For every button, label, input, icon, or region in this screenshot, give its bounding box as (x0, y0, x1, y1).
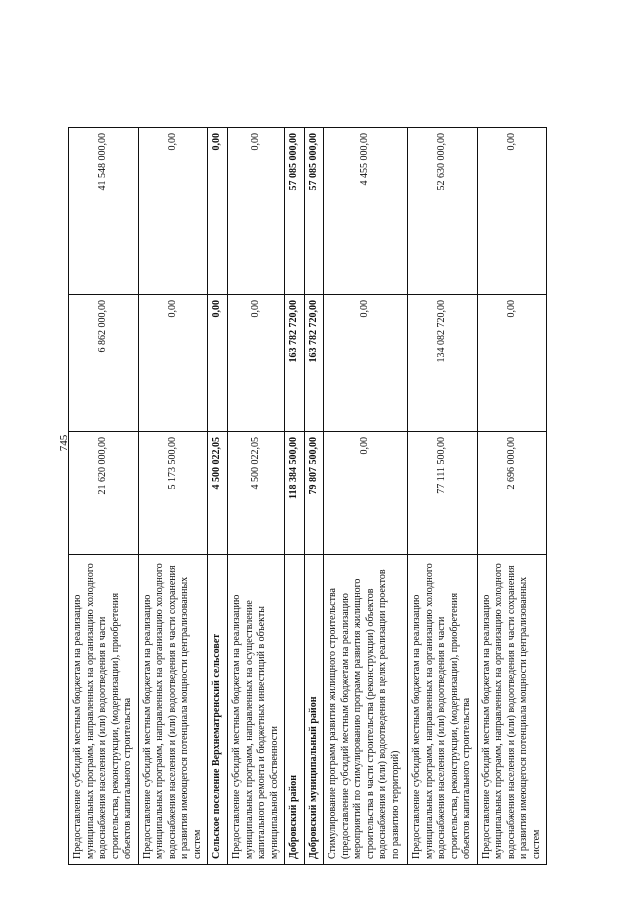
value-col-2: 0,00 (324, 295, 408, 432)
value-col-1: 79 807 500,00 (304, 432, 324, 555)
row-name: Предоставление субсидий местным бюджетам на реализацию муниципальных программ, направленных на организацию холодного водоснабжения населения и (или) водоотведения в части строительства, реконструкции, (модернизации), приобретения объектов капитального строительства (408, 555, 478, 865)
value-col-3: 0,00 (138, 128, 208, 295)
subsidy-table (68, 127, 547, 865)
value-col-2: 0,00 (477, 295, 547, 432)
value-col-1: 118 384 500,00 (285, 432, 305, 555)
value-col-3: 4 455 000,00 (324, 128, 408, 295)
table-row (304, 128, 324, 865)
value-col-1: 21 620 000,00 (69, 432, 139, 555)
value-col-2: 0,00 (138, 295, 208, 432)
table-row (69, 128, 139, 865)
value-col-2: 0,00 (228, 295, 285, 432)
rotated-page (0, 105, 640, 905)
table-row (228, 128, 285, 865)
row-name: Предоставление субсидий местным бюджетам на реализацию муниципальных программ, направленных на организацию холодного водоснабжения населения и (или) водоотведения в части сохранения и развития имеющегося потенциала мощности централизованных систем (138, 555, 208, 865)
value-col-1: 77 111 500,00 (408, 432, 478, 555)
value-col-1: 4 500 022,05 (208, 432, 228, 555)
table-row (138, 128, 208, 865)
table-row (285, 128, 305, 865)
value-col-3: 0,00 (208, 128, 228, 295)
value-col-1: 0,00 (324, 432, 408, 555)
value-col-2: 134 082 720,00 (408, 295, 478, 432)
value-col-3: 0,00 (477, 128, 547, 295)
value-col-3: 57 085 000,00 (285, 128, 305, 295)
value-col-1: 5 173 500,00 (138, 432, 208, 555)
value-col-1: 2 696 000,00 (477, 432, 547, 555)
row-name: Предоставление субсидий местным бюджетам на реализацию муниципальных программ, направленных на осуществление капитального ремонта и бюджетных инвестиций в объекты муниципальной собственности (228, 555, 285, 865)
table-body (69, 128, 547, 865)
page-number: 745 (58, 434, 70, 452)
table-row (208, 128, 228, 865)
value-col-3: 57 085 000,00 (304, 128, 324, 295)
row-name: Сельское поселение Верхнематренский сельсовет (208, 555, 228, 865)
table-row (408, 128, 478, 865)
value-col-2: 6 862 000,00 (69, 295, 139, 432)
value-col-3: 52 630 000,00 (408, 128, 478, 295)
table-row (477, 128, 547, 865)
row-name: Добровский муниципальный район (304, 555, 324, 865)
value-col-2: 163 782 720,00 (304, 295, 324, 432)
row-name: Предоставление субсидий местным бюджетам на реализацию муниципальных программ, направленных на организацию холодного водоснабжения населения и (или) водоотведения в части сохранения и развития имеющегося потенциала мощности централизованных систем (477, 555, 547, 865)
row-name: Добровский район (285, 555, 305, 865)
row-name: Стимулирование программ развития жилищного строительства (предоставление субсидий местным бюджетам на реализацию мероприятий по стимулированию программ развития жилищного строительства в части строительства (реконструкции) объектов водоснабжения и (или) водоотведения в целях реализации проектов по развитию территорий) (324, 555, 408, 865)
table-row (324, 128, 408, 865)
row-name: Предоставление субсидий местным бюджетам на реализацию муниципальных программ, направленных на организацию холодного водоснабжения населения и (или) водоотведения в части строительства, реконструкции, (модернизации), приобретения объектов капитального строительства (69, 555, 139, 865)
value-col-2: 0,00 (208, 295, 228, 432)
value-col-1: 4 500 022,05 (228, 432, 285, 555)
value-col-3: 41 548 000,00 (69, 128, 139, 295)
value-col-3: 0,00 (228, 128, 285, 295)
value-col-2: 163 782 720,00 (285, 295, 305, 432)
